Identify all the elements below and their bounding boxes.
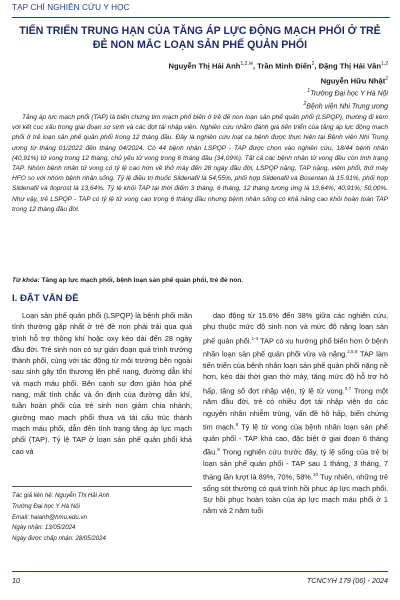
footnote-accepted: Ngày được chấp nhận: 28/05/2024 <box>12 535 106 543</box>
body-column-left: Loạn sản phế quản phổi (LSPQP) là bệnh phổi mãn tính thường gặp nhất ở trẻ đẻ non phải trải qua quá trình hỗ trợ thông khí hoặc oxy kéo dài đến 28 ngày đầu đời. Trẻ sinh non có sự gián đoạn quá trình trưởng thành phổi, cùng với tác động từ môi trường bên ngoài sau sinh gây tổn thương lên phế nang, đường dẫn khí và mạch máu phổi. Bên cạnh sự đơn giản hóa phế nang, mất tính chắc và ổn định của đường dẫn khí, tuần hoàn phổi của trẻ sinh non giảm chia nhánh, giường mao mạch phổi thưa và tái cấu trúc thành mạch máu phổi, dẫn đến tình trạng tăng áp lực mạch phổi (TAP). Tỷ lệ TAP ở loạn sản phế quản phổi khá cao và <box>12 311 192 456</box>
journal-issue: TCNCYH 179 (06) - 2024 <box>306 576 388 585</box>
author-sup: 2 <box>311 61 315 67</box>
affiliations <box>304 86 388 113</box>
footer-divider <box>12 571 388 572</box>
abstract: Tăng áp lực mạch phổi (TAP) là biến chứng tim mạch phổ biến ở trẻ đẻ non loạn sản phế quản phổi (LSPQP), thường đi kèm với kết cục xấu trong giai đoạn sơ sinh và các đợt tái nhập viện. Nghiên cứu nhằm đánh giá tiến triển của tăng áp lực động mạch phổi ở trẻ loạn sản phế quản phổi trong 12 tháng đầu. Đây là nghiên cứu loạt ca bệnh được thực hiện tại Bệnh viện Nhi Trung ương từ tháng 01/2022 đến tháng 04/2024. Có 44 bệnh nhân LSPQP - TAP được chọn vào nghiên cứu, 18/44 bệnh nhân (40,91%) tử vong trong 12 tháng, chủ yếu tử vong trong 6 tháng đầu (34,09%). Tất cả các bệnh nhân tử vong đều còn tình trạng TAP. Nhóm bệnh nhân tử vong có tỷ lệ cao hơn về thở máy đến 28 ngày đầu đời, LSPQP nặng, TAP nặng, viêm phổi, thở máy HFO so với nhóm bệnh nhân sống. Tỷ lệ điều trị thuốc Sildenafil là 54,55%, phối hợp Sildenafil và Bosentan là 15.91%, phối hợp Sildenafil và Iloprost là 13,64%. Tỷ lệ khỏi TAP tại thời điểm 3 tháng, 6 tháng, 12 tháng tương ứng là 13,64%; 40,91%; 50,00%. Như vậy, trẻ LSPQP - TAP có tỷ lệ tử vong cao trong 6 tháng đầu nhưng bệnh nhân sống có khả năng cao khỏi hoàn toàn TAP trong 12 tháng đầu đời. <box>12 114 388 213</box>
keywords-text: Tăng áp lực mạch phổi, bệnh loạn sản phế quản phổi, trẻ đẻ non. <box>41 277 244 284</box>
reference-sup: 10 <box>312 471 319 477</box>
header-divider <box>12 17 390 18</box>
author-sup: 2 <box>385 75 388 82</box>
footnote-received: Ngày nhận: 13/05/2024 <box>12 524 76 532</box>
footnote-email: Email: haianh@hmu.edu.vn <box>12 513 87 521</box>
footnote-divider <box>12 486 192 487</box>
author-name: Nguyễn Hữu Nhật <box>320 76 386 86</box>
affiliation-1: $^1$Trường Đại học Y Hà Nội <box>307 88 388 98</box>
reference-sup: 8 <box>235 421 239 427</box>
reference-sup: 9 <box>217 446 220 452</box>
corresponding-author-footnote <box>12 491 192 545</box>
journal-header <box>0 0 400 17</box>
author-list <box>88 58 388 87</box>
author-line-1: Nguyễn Thị Hải Anh$^{1,2,✉}$, Trần Minh Điển$^2$, Đặng Thị Hải Vân$^{1,2}$ <box>168 61 388 71</box>
footnote-institution: Trường Đại học Y Hà Nội <box>12 502 80 510</box>
author-name: Đặng Thị Hải Vân <box>318 61 382 71</box>
author-name: Trần Minh Điển <box>257 61 312 71</box>
author-sup: 1,2 <box>381 61 388 67</box>
article-title: TIẾN TRIỂN TRUNG HẠN CỦA TĂNG ÁP LỰC ĐỘNG MẠCH PHỔI Ở TRẺ ĐẺ NON MẮC LOẠN SẢN PHẾ QUẢN PHỔI <box>19 25 381 51</box>
affiliation-2: $^2$Bệnh viện Nhi Trung ương <box>303 101 388 111</box>
reference-sup: 2,5,6 <box>347 349 358 355</box>
author-sup: 1,2,✉ <box>240 61 253 67</box>
body-paragraph: dao động từ 15.6% đến 38% giữa các nghiên cứu, phụ thuộc mức độ sinh non và mức độ nặng loạn sản phế quản phổi.$^{1-4}$ TAP có xu hướng phổ biến hơn ở bệnh nhân loạn sản phế quản phổi vừa và nặng.$^{2,5,6}$ TAP làm tiến triển của bệnh nhân loạn sản phế quản phổi nặng nề hơn, kéo dài thời gian thở máy, tăng mức độ hỗ trợ hô hấp, tăng số đợt nhập viện, tỷ lệ tử vong.$^{3,7}$ Trong một năm đầu đời, trẻ có nhiều đợt tái nhập viện do các nguyên nhân nhiễm trùng, vấn đề hô hấp, biến chứng tim mạch.$^8$ Tỷ lệ tử vong của bệnh nhân loạn sản phế quản phổi - TAP khá cao, đặc biệt ở giai đoạn 6 tháng đầu.$^9$ Trong nghiên cứu trước đây, tỷ lệ sống của trẻ bị loạn sản phế quản phổi - TAP sau 1 tháng, 3 tháng, 7 tháng lần lượt là 89%, 70%, 58%.$^{10}$ Tuy nhiên, những trẻ sống sót thường có quá trình hồi phục áp lực mạch phổi. Sự hồi phục hoàn toàn của áp lực mạch máu phổi ở 1 năm và 2 năm tuổi <box>203 311 389 516</box>
reference-sup: 1-4 <box>251 335 259 341</box>
page-number: 10 <box>12 576 20 585</box>
section-heading: I. ĐẶT VẤN ĐỀ <box>12 293 79 304</box>
author-name: Nguyễn Thị Hải Anh <box>168 61 241 71</box>
author-line-2 <box>88 73 388 88</box>
keywords-label: Từ khóa: <box>12 277 40 284</box>
reference-sup: 3,7 <box>344 385 352 391</box>
keywords <box>12 277 388 284</box>
body-column-right <box>203 310 388 517</box>
footnote-author: Tác giả liên hệ: Nguyễn Thị Hải Anh <box>12 492 110 499</box>
journal-section-label: TẠP CHÍ NGHIÊN CỨU Y HỌC <box>12 3 130 12</box>
